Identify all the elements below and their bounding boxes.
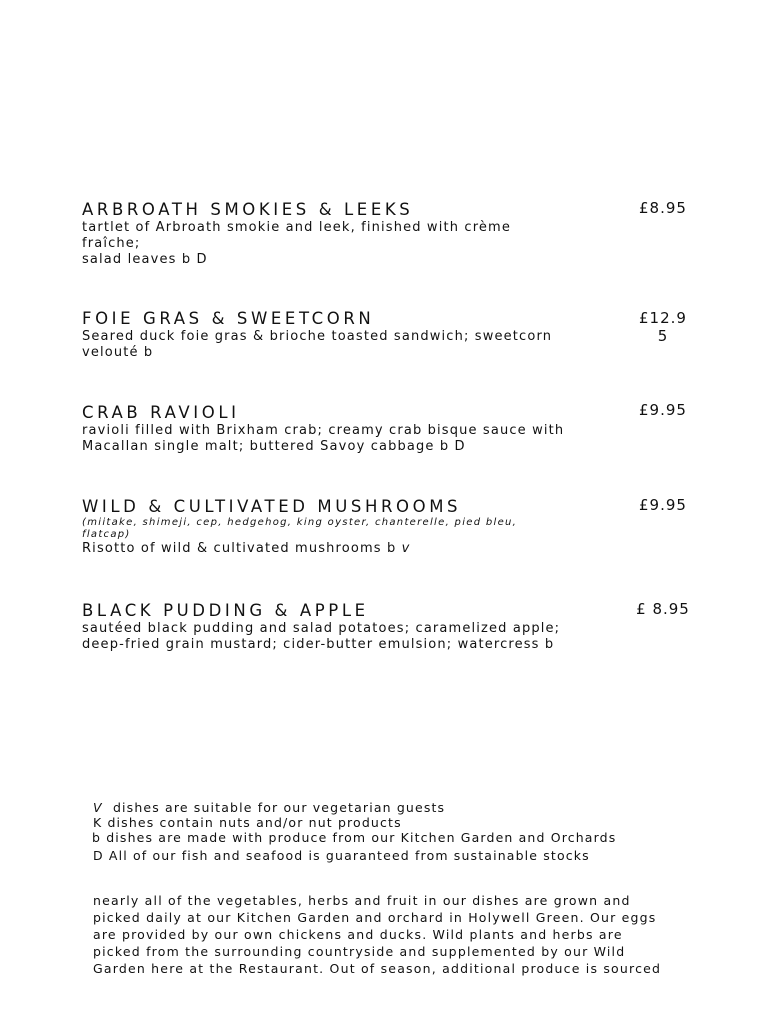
description-line: Seared duck foie gras & brioche toasted sandwich; sweetcorn xyxy=(82,329,553,344)
dish-name: BLACK PUDDING & APPLE xyxy=(82,601,369,620)
dish-description xyxy=(82,329,622,361)
description-line: deep-fried grain mustard; cider-butter emulsion; watercress b xyxy=(82,637,555,652)
produce-paragraph xyxy=(93,892,693,977)
dish-price: £ 8.95 xyxy=(636,600,690,618)
dish-crab-ravioli xyxy=(82,403,682,455)
paragraph-line: Garden here at the Restaurant. Out of season, additional produce is sourced xyxy=(93,961,662,976)
dish-description xyxy=(82,220,622,268)
paragraph-line: picked from the surrounding countryside and supplemented by our Wild xyxy=(93,944,626,959)
dish-description xyxy=(82,423,622,455)
dish-description xyxy=(82,541,622,557)
dish-black-pudding xyxy=(82,601,682,653)
note-line: flatcap) xyxy=(82,529,131,540)
dish-price xyxy=(634,309,692,345)
price-line: £12.9 xyxy=(639,309,687,327)
description-line: ravioli filled with Brixham crab; creamy crab bisque sauce with xyxy=(82,423,565,438)
dish-price: £9.95 xyxy=(639,496,687,514)
vegetarian-mark: v xyxy=(401,541,411,556)
dish-price: £9.95 xyxy=(639,401,687,419)
description-line: sautéed black pudding and salad potatoes; caramelized apple; xyxy=(82,621,561,636)
legend-nuts: K dishes contain nuts and/or nut products xyxy=(93,815,402,830)
dish-wild-mushrooms xyxy=(82,497,682,557)
note-line: (miitake, shimeji, cep, hedgehog, king oyster, chanterelle, pied bleu, xyxy=(82,517,518,528)
description-line: tartlet of Arbroath smokie and leek, finished with crème xyxy=(82,220,512,235)
dish-name: FOIE GRAS & SWEETCORN xyxy=(82,309,375,328)
paragraph-line: nearly all of the vegetables, herbs and fruit in our dishes are grown and xyxy=(93,893,631,908)
description-line: fraîche; xyxy=(82,236,141,251)
dish-ingredient-note xyxy=(82,517,682,541)
description-line: Macallan single malt; buttered Savoy cabbage b D xyxy=(82,439,466,454)
legend-kitchen-garden: b dishes are made with produce from our Kitchen Garden and Orchards xyxy=(92,830,617,845)
price-line: 5 xyxy=(657,327,669,345)
dish-description xyxy=(82,621,622,653)
dish-price: £8.95 xyxy=(639,199,687,217)
description-line: salad leaves b D xyxy=(82,252,208,267)
description-line: velouté b xyxy=(82,345,154,360)
legend-vegetarian xyxy=(93,800,616,815)
description-line xyxy=(82,541,622,557)
legend-text: dishes are suitable for our vegetarian guests xyxy=(102,800,446,815)
description-text: Risotto of wild & cultivated mushrooms b xyxy=(82,541,402,556)
paragraph-line: picked daily at our Kitchen Garden and orchard in Holywell Green. Our eggs xyxy=(93,910,657,925)
dish-name: WILD & CULTIVATED MUSHROOMS xyxy=(82,497,462,516)
vegetarian-symbol: V xyxy=(93,800,103,815)
dish-foie-gras xyxy=(82,309,682,361)
dish-name: CRAB RAVIOLI xyxy=(82,403,240,422)
paragraph-line: are provided by our own chickens and ducks. Wild plants and herbs are xyxy=(93,927,623,942)
dish-name: ARBROATH SMOKIES & LEEKS xyxy=(82,200,414,219)
dietary-legend xyxy=(93,800,616,863)
dish-arbroath-smokies xyxy=(82,200,682,268)
legend-sustainable-fish: D All of our fish and seafood is guaranteed from sustainable stocks xyxy=(93,848,590,863)
